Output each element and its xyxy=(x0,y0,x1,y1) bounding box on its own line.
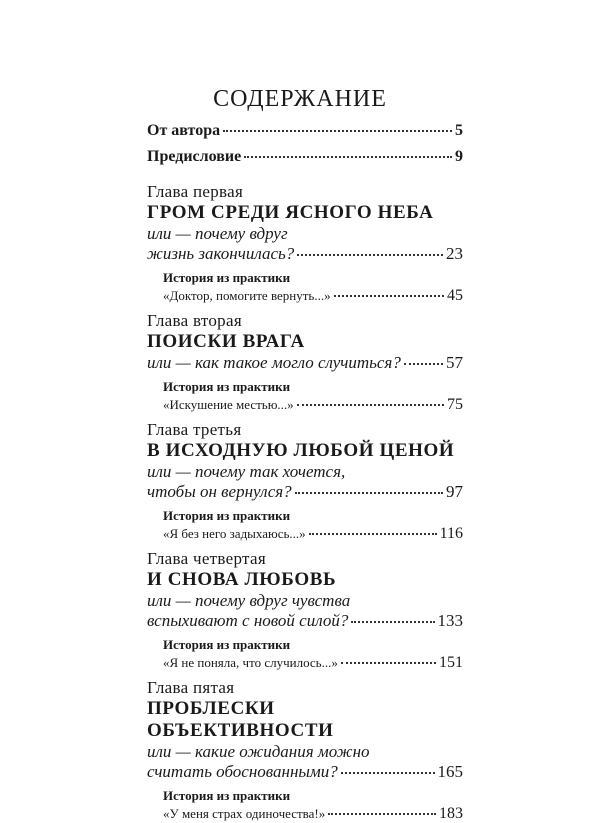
page-number: 97 xyxy=(446,482,463,501)
chapter-label: Глава третья xyxy=(147,420,242,439)
chapter-title[interactable]: И СНОВА ЛЮБОВЬ xyxy=(147,569,337,590)
page-number: 45 xyxy=(447,287,463,304)
chapter-label: Глава пятая xyxy=(147,678,235,697)
chapter-subtitle-last-line[interactable] xyxy=(147,611,463,631)
chapter-subtitle-line: или — почему вдруг xyxy=(147,224,288,243)
dot-leader xyxy=(328,813,436,815)
practice-story xyxy=(163,269,463,305)
chapter-subtitle-last-line[interactable] xyxy=(147,353,463,373)
dot-leader xyxy=(404,363,443,365)
page-number: 116 xyxy=(439,525,463,542)
chapter-subtitle-text: считать обоснованными? xyxy=(147,762,338,781)
page-number: 151 xyxy=(439,654,463,671)
chapter-subtitle-last-line[interactable] xyxy=(147,762,463,782)
entry-label: От автора xyxy=(147,122,221,139)
chapter-subtitle-text: вспыхивают с новой силой? xyxy=(147,611,349,630)
page-number: 23 xyxy=(446,244,463,263)
chapter-title[interactable]: В ИСХОДНУЮ ЛЮБОЙ ЦЕНОЙ xyxy=(147,440,455,461)
story-title: «Искушение местью...» xyxy=(163,397,294,412)
chapter-subtitle-line: или — почему вдруг чувства xyxy=(147,591,351,610)
toc-chapter-5 xyxy=(147,678,463,823)
page-number: 183 xyxy=(439,805,463,822)
story-title: «Я без него задыхаюсь...» xyxy=(163,526,306,541)
chapter-label: Глава вторая xyxy=(147,311,242,330)
chapter-label: Глава первая xyxy=(147,182,244,201)
dot-leader xyxy=(341,662,436,664)
story-label: История из практики xyxy=(163,637,291,652)
toc-chapter-3 xyxy=(147,420,463,543)
table-of-contents xyxy=(147,120,463,823)
chapter-subtitle-text: чтобы он вернулся? xyxy=(147,482,292,501)
story-entry[interactable] xyxy=(163,396,463,414)
practice-story xyxy=(163,787,463,823)
page-title: СОДЕРЖАНИЕ xyxy=(213,86,387,112)
chapter-subtitle-text: жизнь закончилась? xyxy=(147,244,295,263)
dot-leader xyxy=(351,621,434,623)
chapter-subtitle-last-line[interactable] xyxy=(147,482,463,502)
dot-leader xyxy=(223,130,452,132)
story-label: История из практики xyxy=(163,508,291,523)
story-entry[interactable] xyxy=(163,805,463,823)
chapter-subtitle-text: или — как такое могло случиться? xyxy=(147,353,401,372)
story-label: История из практики xyxy=(163,270,291,285)
chapter-subtitle-last-line[interactable] xyxy=(147,244,463,264)
entry-label: Предисловие xyxy=(147,148,242,165)
dot-leader xyxy=(297,254,443,256)
chapter-subtitle-line: или — какие ожидания можно xyxy=(147,742,370,761)
page-number: 75 xyxy=(447,396,463,413)
story-label: История из практики xyxy=(163,788,291,803)
dot-leader xyxy=(297,404,444,406)
practice-story xyxy=(163,507,463,543)
story-title: «Я не поняла, что случилось...» xyxy=(163,655,338,670)
story-title: «Доктор, помогите вернуть...» xyxy=(163,288,331,303)
page-number: 57 xyxy=(446,353,463,372)
toc-entry-preface[interactable] xyxy=(147,146,463,168)
dot-leader xyxy=(341,772,435,774)
story-title: «У меня страх одиночества!» xyxy=(163,806,326,821)
toc-chapter-4 xyxy=(147,549,463,672)
page-number: 5 xyxy=(455,122,463,139)
practice-story xyxy=(163,378,463,414)
chapter-subtitle-line: или — почему так хочется, xyxy=(147,462,346,481)
toc-entry-from-author[interactable] xyxy=(147,120,463,142)
story-entry[interactable] xyxy=(163,287,463,305)
toc-chapter-1 xyxy=(147,182,463,305)
story-entry[interactable] xyxy=(163,654,463,672)
story-label: История из практики xyxy=(163,379,291,394)
dot-leader xyxy=(244,156,452,158)
chapter-title[interactable]: ПРОБЛЕСКИ ОБЪЕКТИВНОСТИ xyxy=(147,698,334,741)
chapter-title[interactable]: ПОИСКИ ВРАГА xyxy=(147,331,305,352)
page-number: 165 xyxy=(437,762,463,781)
dot-leader xyxy=(295,492,443,494)
page-number: 133 xyxy=(437,611,463,630)
practice-story xyxy=(163,636,463,672)
chapter-label: Глава четвертая xyxy=(147,549,266,568)
story-entry[interactable] xyxy=(163,525,463,543)
toc-chapter-2 xyxy=(147,311,463,414)
chapter-title[interactable]: ГРОМ СРЕДИ ЯСНОГО НЕБА xyxy=(147,202,434,223)
page-number: 9 xyxy=(455,148,463,165)
dot-leader xyxy=(309,533,437,535)
dot-leader xyxy=(334,295,444,297)
